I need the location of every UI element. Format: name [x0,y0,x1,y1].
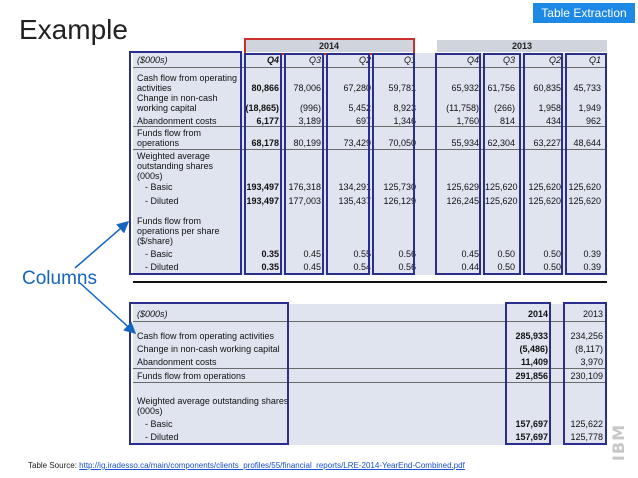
cell: 125,620 [568,196,601,206]
cell: 0.50 [497,249,515,259]
cell: 63,227 [533,138,561,148]
cell: 70,050 [388,138,416,148]
cell: 157,697 [515,432,548,442]
cell: 0.45 [303,249,321,259]
cell: 1,760 [456,116,479,126]
row-label: - Diluted [145,196,179,206]
cell: (11,758) [446,103,479,113]
year-header-2013: 2013 [437,40,607,52]
cell: 61,756 [487,83,515,93]
cell: 0.54 [353,262,371,272]
cell: 125,778 [570,432,603,442]
year-header-2014: 2014 [245,40,413,52]
cell: 126,245 [446,196,479,206]
page-title: Example [19,14,128,45]
cell: 1,958 [538,103,561,113]
col-header: Q3 [502,55,515,65]
cell: (18,865) [245,103,279,113]
cell: 1,346 [393,116,416,126]
cell: 62,304 [487,138,515,148]
cell: 1,949 [578,103,601,113]
cell: 0.56 [398,262,416,272]
cell: 0.50 [543,262,561,272]
cell: 0.35 [261,249,279,259]
col-header: Q3 [308,55,321,65]
cell: 125,622 [570,419,603,429]
col-header: 2013 [582,309,603,319]
cell: 73,429 [343,138,371,148]
cell: 59,781 [388,83,416,93]
cell: 80,199 [293,138,321,148]
row-label: Change in non-cash working capital [137,344,280,354]
table-extraction-badge: Table Extraction [533,3,635,23]
cell: 0.50 [543,249,561,259]
cell: 8,923 [393,103,416,113]
arrow-down [80,283,135,333]
cell: 60,835 [533,83,561,93]
row-label: Weighted average outstanding shares (000s) [137,396,289,416]
col-header: Q2 [548,55,561,65]
cell: 125,620 [568,182,601,192]
row-label: Weighted average outstanding shares (000s) [137,151,214,181]
row-label: Funds flow from operations [137,371,246,381]
cell: 125,620 [528,196,561,206]
cell: 291,856 [515,371,548,381]
col-header: Q1 [403,55,416,65]
row-label: - Basic [145,419,173,429]
cell: 3,189 [298,116,321,126]
cell: 962 [585,116,601,126]
cell: 125,620 [528,182,561,192]
cell: 230,109 [570,371,603,381]
cell: 193,497 [246,182,279,192]
cell: 125,620 [485,182,518,192]
units-header: ($000s) [137,55,168,65]
cell: 3,970 [580,357,603,367]
cell: 134,291 [338,182,371,192]
columns-label: Columns [22,268,97,289]
cell: 6,177 [256,116,279,126]
cell: 0.50 [497,262,515,272]
cell: 0.55 [353,249,371,259]
cell: 0.45 [303,262,321,272]
cell: (5,486) [519,344,548,354]
cell: 125,620 [485,196,518,206]
cell: 285,933 [515,331,548,341]
row-label: - Diluted [145,262,179,272]
cell: 135,437 [338,196,371,206]
cell: 697 [355,116,371,126]
cell: (266) [493,103,515,113]
cell: 5,452 [348,103,371,113]
cell: 157,697 [515,419,548,429]
cell: (8,117) [575,344,603,354]
cell: 0.44 [461,262,479,272]
cell: 126,129 [383,196,416,206]
row-label: Funds flow from operations per share ($/share) [137,216,220,246]
cell: 11,409 [520,357,548,367]
col-header: 2014 [527,309,548,319]
col-header: Q1 [588,55,601,65]
cell: 125,629 [446,182,479,192]
cell: 0.39 [583,262,601,272]
row-label: - Basic [145,182,173,192]
col-header: Q2 [358,55,371,65]
cell: 234,256 [570,331,603,341]
cell: 80,866 [251,83,279,93]
cell: 0.39 [583,249,601,259]
col-header: Q4 [266,55,279,65]
cell: 45,733 [573,83,601,93]
cell: 814 [499,116,515,126]
cell: 125,730 [383,182,416,192]
row-label: Funds flow from operations [137,128,202,148]
row-label: Cash flow from operating activities [137,331,275,341]
cell: 0.45 [461,249,479,259]
col-header: Q4 [466,55,479,65]
cell: (996) [299,103,321,113]
source-link[interactable]: http://ig.iradesso.ca/main/components/clients_profiles/55/financial_reports/LRE-2014-YearEnd-Combined.pdf [79,461,465,470]
ibm-watermark: IBM [609,424,628,462]
row-label: - Diluted [145,432,179,442]
cell: 65,932 [451,83,479,93]
cell: 55,934 [451,138,479,148]
cell: 177,003 [288,196,321,206]
cell: 0.35 [261,262,279,272]
row-label: Cash flow from operating activities [137,73,238,93]
cell: 68,178 [251,138,279,148]
cell: 78,006 [293,83,321,93]
arrow-up [75,222,128,268]
cell: 67,280 [343,83,371,93]
cell: 176,318 [288,182,321,192]
cell: 0.56 [398,249,416,259]
row-label: - Basic [145,249,173,259]
cell: 48,644 [573,138,601,148]
table-source [28,461,465,470]
row-label: Abandonment costs [137,116,217,126]
units-header: ($000s) [137,309,168,319]
row-label: Abandonment costs [137,357,217,367]
cell: 434 [545,116,561,126]
cell: 193,497 [246,196,279,206]
source-prefix: Table Source: [28,461,77,470]
row-label: Change in non-cash working capital [137,93,218,113]
